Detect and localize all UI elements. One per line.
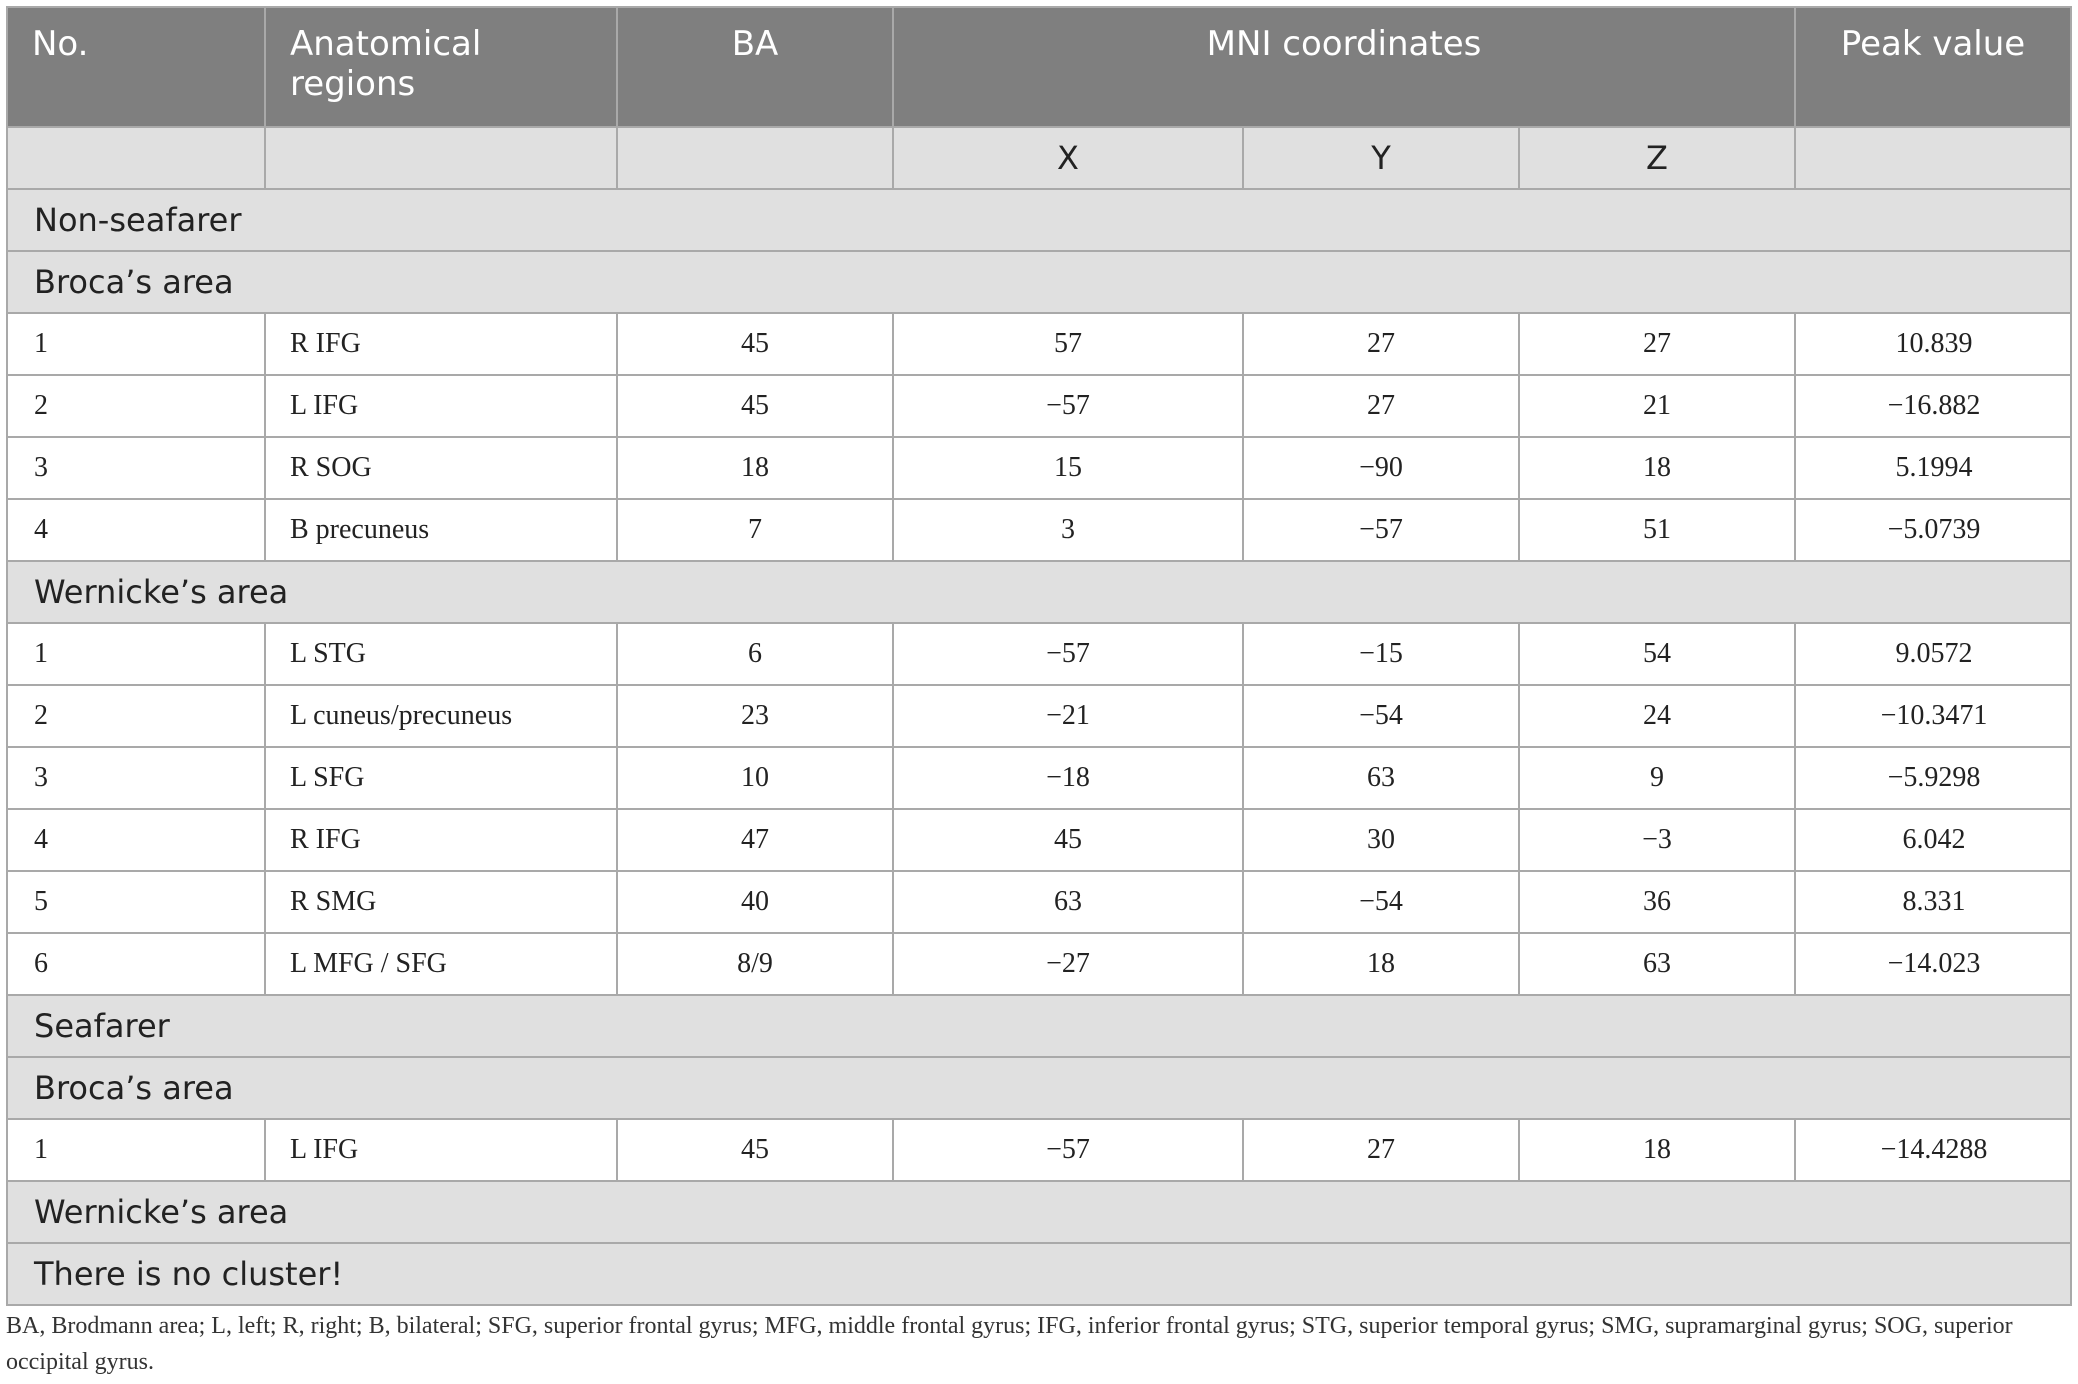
cell-region: L cuneus/precuneus [265, 685, 617, 747]
cell-y: −54 [1243, 871, 1519, 933]
subgroup-row [7, 561, 2071, 623]
subheader-x: X [893, 127, 1243, 189]
cell-z: 18 [1519, 437, 1795, 499]
cell-peak [1795, 809, 2071, 871]
cell-ba: 23 [617, 685, 893, 747]
cell-no: 5 [7, 871, 265, 933]
table-row [7, 623, 2071, 685]
cell-z: 24 [1519, 685, 1795, 747]
cell-region: R IFG [265, 809, 617, 871]
cell-peak [1795, 313, 2071, 375]
cell-y: −57 [1243, 499, 1519, 561]
cell-x: −57 [893, 1119, 1243, 1181]
cell-no: 1 [7, 1119, 265, 1181]
cell-region: B precuneus [265, 499, 617, 561]
cell-peak-value: 6.042 [1902, 824, 1966, 855]
header-row [7, 7, 2071, 127]
cell-ba: 18 [617, 437, 893, 499]
cell-peak-value: 5.1994 [1895, 452, 1973, 483]
table-row [7, 871, 2071, 933]
header-ba: BA [617, 7, 893, 127]
subgroup-row [7, 251, 2071, 313]
table-row [7, 313, 2071, 375]
header-mni-coordinates: MNI coordinates [893, 7, 1795, 127]
cell-peak [1795, 437, 2071, 499]
group-row-label: Non-seafarer [7, 189, 2071, 251]
cell-peak [1795, 933, 2071, 995]
table-row [7, 499, 2071, 561]
cell-no: 6 [7, 933, 265, 995]
subgroup-row-label: Broca’s area [7, 1057, 2071, 1119]
cell-no: 3 [7, 437, 265, 499]
cell-peak-value: 9.0572 [1895, 638, 1973, 669]
header-anatomical-regions: Anatomical regions [265, 7, 617, 127]
subheader-empty-ba [617, 127, 893, 189]
subheader-row [7, 127, 2071, 189]
table-row [7, 809, 2071, 871]
cell-ba: 45 [617, 375, 893, 437]
cell-z: 63 [1519, 933, 1795, 995]
cell-no: 3 [7, 747, 265, 809]
cell-peak-value: −10.3471 [1880, 700, 1988, 731]
cell-peak-value: 10.839 [1895, 328, 1973, 359]
subgroup-row-label: Wernicke’s area [7, 561, 2071, 623]
cell-peak [1795, 685, 2071, 747]
cell-z: 9 [1519, 747, 1795, 809]
cell-x: 3 [893, 499, 1243, 561]
cell-ba: 47 [617, 809, 893, 871]
cell-region: L IFG [265, 1119, 617, 1181]
cell-peak [1795, 623, 2071, 685]
note-row [7, 1243, 2071, 1305]
cell-y: 27 [1243, 313, 1519, 375]
cell-region: L SFG [265, 747, 617, 809]
table-body [7, 189, 2071, 1305]
cell-x: 45 [893, 809, 1243, 871]
cell-peak-value: −5.9298 [1887, 762, 1981, 793]
results-table [6, 6, 2072, 1306]
header-peak-value: Peak value [1795, 7, 2071, 127]
cell-ba: 40 [617, 871, 893, 933]
cell-x: −27 [893, 933, 1243, 995]
cell-region: R SMG [265, 871, 617, 933]
cell-region: R IFG [265, 313, 617, 375]
cell-no: 4 [7, 499, 265, 561]
cell-peak [1795, 747, 2071, 809]
cell-z: −3 [1519, 809, 1795, 871]
cell-y: 18 [1243, 933, 1519, 995]
cell-ba: 45 [617, 1119, 893, 1181]
header-no: No. [7, 7, 265, 127]
cell-peak [1795, 1119, 2071, 1181]
cell-y: 63 [1243, 747, 1519, 809]
group-row [7, 995, 2071, 1057]
cell-y: −54 [1243, 685, 1519, 747]
subgroup-row-label: Broca’s area [7, 251, 2071, 313]
cell-x: 15 [893, 437, 1243, 499]
subgroup-row [7, 1181, 2071, 1243]
cell-no: 1 [7, 313, 265, 375]
results-table-container [6, 6, 2070, 1306]
cell-ba: 7 [617, 499, 893, 561]
cell-y: 30 [1243, 809, 1519, 871]
cell-peak [1795, 375, 2071, 437]
cell-z: 51 [1519, 499, 1795, 561]
cell-region: L IFG [265, 375, 617, 437]
cell-no: 2 [7, 375, 265, 437]
cell-z: 18 [1519, 1119, 1795, 1181]
cell-region: L STG [265, 623, 617, 685]
cell-x: −57 [893, 375, 1243, 437]
cell-ba: 45 [617, 313, 893, 375]
cell-ba: 6 [617, 623, 893, 685]
cell-y: −90 [1243, 437, 1519, 499]
cell-z: 27 [1519, 313, 1795, 375]
cell-ba: 8/9 [617, 933, 893, 995]
cell-peak-value: −14.4288 [1880, 1134, 1988, 1165]
cell-peak [1795, 871, 2071, 933]
cell-z: 21 [1519, 375, 1795, 437]
cell-peak-value: −14.023 [1887, 948, 1981, 979]
cell-y: 27 [1243, 1119, 1519, 1181]
cell-z: 54 [1519, 623, 1795, 685]
cell-peak-value: 8.331 [1902, 886, 1966, 917]
cell-z: 36 [1519, 871, 1795, 933]
cell-ba: 10 [617, 747, 893, 809]
table-row [7, 437, 2071, 499]
subheader-empty-peak [1795, 127, 2071, 189]
subheader-empty-region [265, 127, 617, 189]
subgroup-row-label: Wernicke’s area [7, 1181, 2071, 1243]
cell-region: L MFG / SFG [265, 933, 617, 995]
cell-no: 4 [7, 809, 265, 871]
cell-peak-value: −5.0739 [1887, 514, 1981, 545]
cell-region: R SOG [265, 437, 617, 499]
table-footnote: BA, Brodmann area; L, left; R, right; B, bilateral; SFG, superior frontal gyrus; MFG, middle frontal gyrus; IFG, inferior frontal gyrus; STG, superior temporal gyrus; SMG, supramarginal gyrus; SOG, superior occipital gyrus. [6, 1313, 2013, 1375]
group-row [7, 189, 2071, 251]
table-row [7, 933, 2071, 995]
cell-x: −18 [893, 747, 1243, 809]
cell-no: 2 [7, 685, 265, 747]
cell-y: −15 [1243, 623, 1519, 685]
subheader-z: Z [1519, 127, 1795, 189]
cell-x: −21 [893, 685, 1243, 747]
subheader-y: Y [1243, 127, 1519, 189]
cell-peak-value: −16.882 [1887, 390, 1981, 421]
cell-x: 57 [893, 313, 1243, 375]
group-row-label: Seafarer [7, 995, 2071, 1057]
cell-y: 27 [1243, 375, 1519, 437]
subheader-empty-no [7, 127, 265, 189]
cell-peak [1795, 499, 2071, 561]
table-row [7, 375, 2071, 437]
subgroup-row [7, 1057, 2071, 1119]
table-row [7, 747, 2071, 809]
table-row [7, 1119, 2071, 1181]
table-row [7, 685, 2071, 747]
cell-no: 1 [7, 623, 265, 685]
cell-x: −57 [893, 623, 1243, 685]
cell-x: 63 [893, 871, 1243, 933]
note-row-label: There is no cluster! [7, 1243, 2071, 1305]
